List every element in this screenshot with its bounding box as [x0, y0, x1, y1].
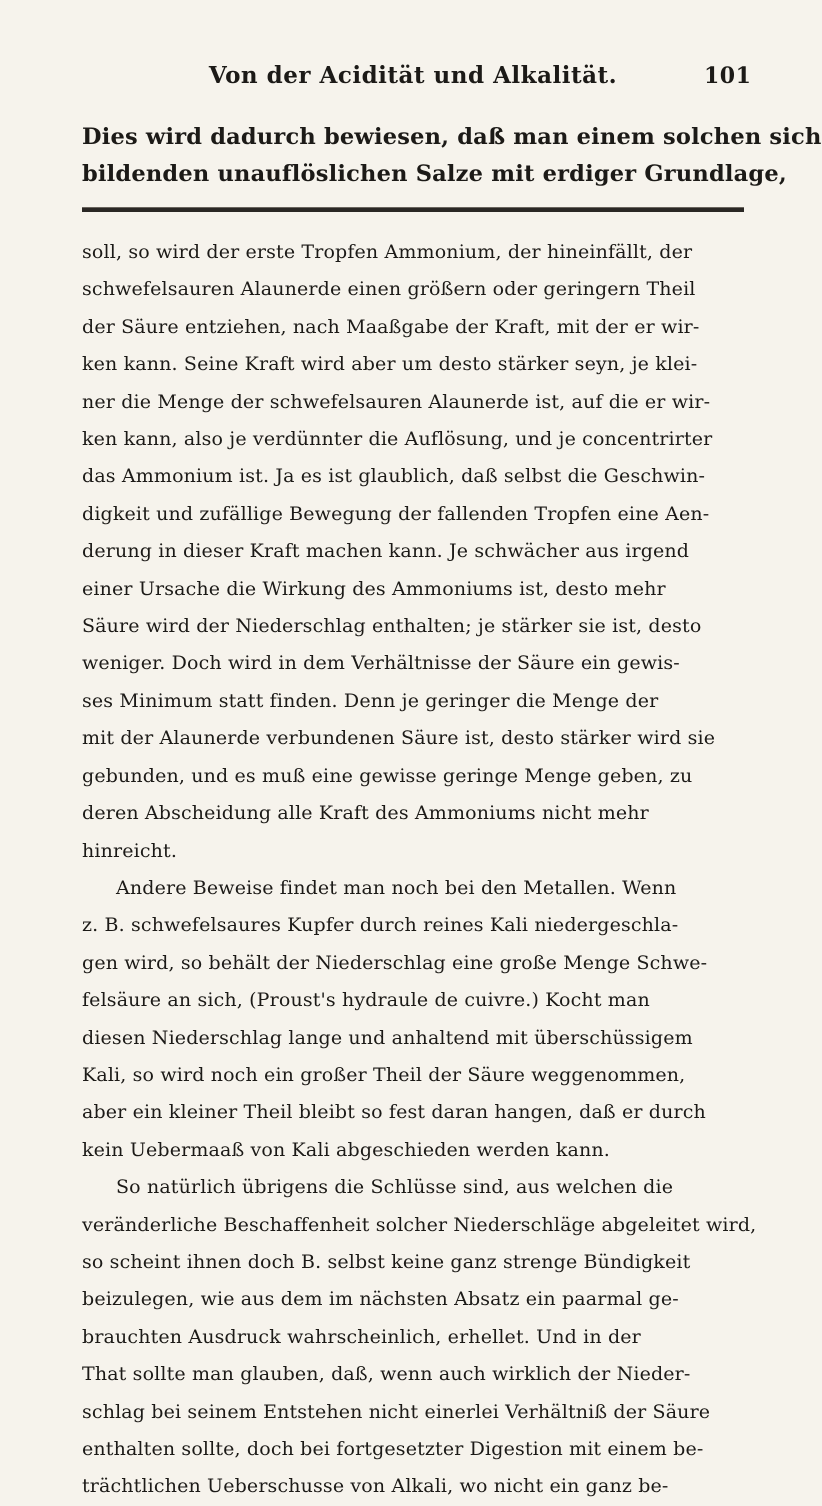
lead-line: Dies wird dadurch bewiesen, daß man einem solchen sich [82, 124, 822, 150]
body-text [82, 234, 757, 1506]
text-line: mit der Alaunerde verbundenen Säure ist, desto stärker wird sie [82, 727, 716, 750]
section-divider [82, 207, 744, 212]
text-line: einer Ursache die Wirkung des Ammoniums ist, desto mehr [82, 577, 666, 600]
text-line: Säure wird der Niederschlag enthalten; je stärker sie ist, desto [82, 615, 702, 638]
text-line: trächtlichen Ueberschusse von Alkali, wo nicht ein ganz be- [82, 1475, 669, 1498]
text-line: z. B. schwefelsaures Kupfer durch reines Kali niedergeschla- [82, 914, 679, 937]
text-line: aber ein kleiner Theil bleibt so fest daran hangen, daß er durch [82, 1101, 706, 1124]
running-head [82, 62, 752, 89]
text-line: Andere Beweise findet man noch bei den Metallen. Wenn [116, 876, 677, 899]
text-line: That sollte man glauben, daß, wenn auch wirklich der Nieder- [82, 1363, 691, 1386]
text-line: ken kann, also je verdünnter die Auflösung, und je concentrirter [82, 428, 713, 451]
text-line: digkeit und zufällige Bewegung der fallenden Tropfen eine Aen- [82, 502, 710, 525]
text-line: enthalten sollte, doch bei fortgesetzter Digestion mit einem be- [82, 1438, 704, 1460]
text-line: derung in dieser Kraft machen kann. Je schwächer aus irgend [82, 540, 690, 563]
text-line: So natürlich übrigens die Schlüsse sind, aus welchen die [116, 1176, 674, 1199]
text-line: gebunden, und es muß eine gewisse geringe Menge geben, zu [82, 764, 693, 787]
text-line: ken kann. Seine Kraft wird aber um desto stärker seyn, je klei- [82, 353, 698, 376]
text-line: schwefelsauren Alaunerde einen größern oder geringern Theil [82, 278, 696, 301]
text-line: weniger. Doch wird in dem Verhältnisse der Säure ein gewis- [82, 652, 680, 675]
text-line: kein Uebermaaß von Kali abgeschieden werden kann. [82, 1138, 610, 1161]
text-line: veränderliche Beschaffenheit solcher Niederschläge abgeleitet wird, [82, 1213, 757, 1236]
text-line: beizulegen, wie aus dem im nächsten Absatz ein paarmal ge- [82, 1288, 679, 1311]
text-line: Kali, so wird noch ein großer Theil der Säure weggenommen, [82, 1063, 686, 1086]
text-line: deren Abscheidung alle Kraft des Ammoniums nicht mehr [82, 802, 649, 825]
text-line: so scheint ihnen doch B. selbst keine ganz strenge Bündigkeit [82, 1250, 691, 1273]
text-line: brauchten Ausdruck wahrscheinlich, erhellet. Und in der [82, 1325, 641, 1348]
text-line: diesen Niederschlag lange und anhaltend mit überschüssigem [82, 1026, 693, 1049]
text-line: der Säure entziehen, nach Maaßgabe der Kraft, mit der er wir- [82, 315, 700, 338]
text-line: hinreicht. [82, 839, 178, 862]
text-line: gen wird, so behält der Niederschlag eine große Menge Schwe- [82, 951, 708, 974]
lead-paragraph [82, 119, 822, 193]
page-number: 101 [704, 63, 752, 89]
text-line: felsäure an sich, (Proust's hydraule de cuivre.) Kocht man [82, 989, 650, 1012]
text-line: schlag bei seinem Entstehen nicht einerlei Verhältniß der Säure [82, 1400, 711, 1423]
lead-line: bildenden unauflöslichen Salze mit erdiger Grundlage, [82, 161, 787, 187]
text-line: ses Minimum statt finden. Denn je geringer die Menge der [82, 689, 659, 712]
text-line: das Ammonium ist. Ja es ist glaublich, daß selbst die Geschwin- [82, 465, 706, 488]
text-line: soll, so wird der erste Tropfen Ammonium, der hineinfällt, der [82, 241, 693, 263]
running-title: Von der Acidität und Alkalität. [208, 62, 618, 89]
text-line: ner die Menge der schwefelsauren Alaunerde ist, auf die er wir- [82, 390, 711, 413]
